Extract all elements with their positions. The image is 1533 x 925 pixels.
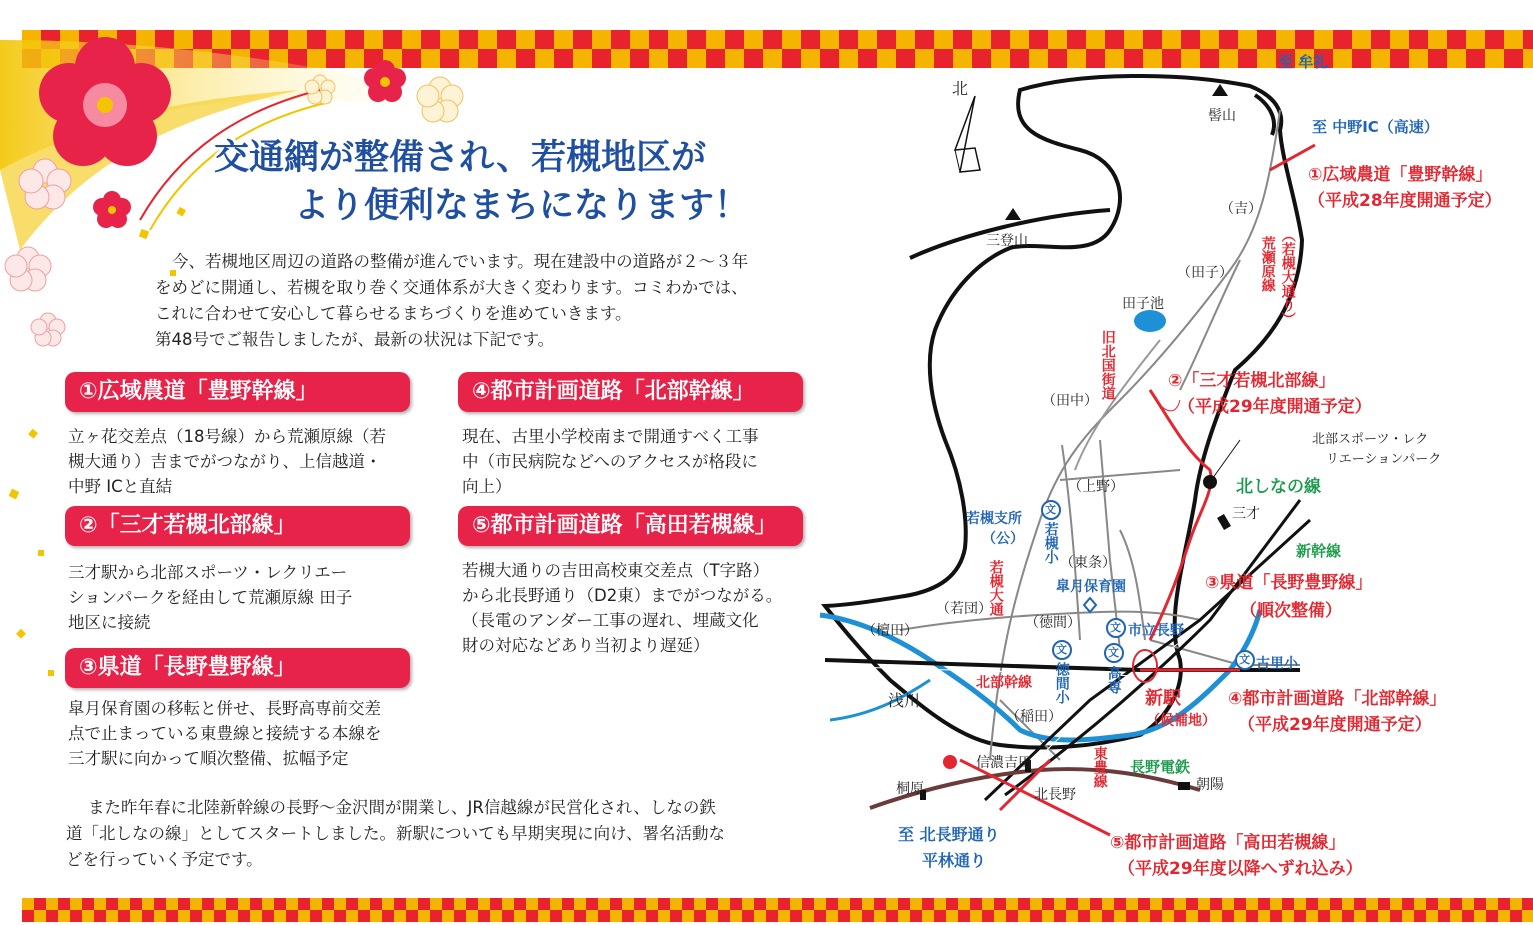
footer-line-1: また昨年春に北陸新幹線の長野～金沢間が開業し、JR信越線が民営化され、しなの鉄 — [88, 798, 716, 817]
desc-line: 現在、古里小学校南まで開通すべく工事 — [462, 427, 759, 446]
inada-label: （稲田） — [1006, 709, 1062, 725]
project-2-route — [1150, 390, 1211, 640]
furusato-label: 古里小 — [1256, 656, 1298, 672]
mountain-icon — [1005, 208, 1021, 220]
desc-line: 三才駅に向かって順次整備、拡幅予定 — [68, 749, 349, 768]
map-project-1-status: （平成28年度開通予定） — [1308, 191, 1502, 211]
sports-park-label: 北部スポーツ・レク — [1312, 432, 1429, 447]
project-1-heading: ①広域農道「豊野幹線」 — [65, 372, 410, 412]
footer-line-2: 道「北しなの線」としてスタートしました。新駅についても早期実現に向け、署名活動な — [66, 824, 726, 843]
map-project-5-label: ⑤都市計画道路「高田若槻線」 — [1110, 833, 1346, 853]
to-mure-label: 至 牟礼 — [1278, 53, 1329, 71]
project-3-heading: ③県道「長野豊野線」 — [65, 648, 410, 688]
higashijo-label: （東条） — [1060, 555, 1116, 571]
wakatsuki-dan-label: （若団） — [936, 601, 992, 617]
desc-line: 地区に接続 — [68, 613, 151, 632]
to-nakano-label: 至 中野IC（高速） — [1312, 118, 1439, 136]
to-kitanagano-label: 至 北長野通り — [898, 825, 1000, 844]
desc-line: （長電のアンダー工事の遅れ、埋蔵文化 — [462, 611, 759, 630]
ueno-label: （上野） — [1068, 479, 1124, 495]
asakawa-label: 浅川 — [888, 691, 921, 710]
sansai-label: 三才 — [1232, 506, 1260, 522]
school-icon: 文 — [1110, 621, 1121, 634]
desc-line: 若槻大通りの吉田高校東交差点（T字路） — [462, 561, 770, 580]
intro-line-2: をめどに開通し、若槻を取り巻く交通体系が大きく変わります。コミわかでは、 — [155, 278, 748, 297]
branch-label-2: （公） — [982, 531, 1024, 547]
project-2-heading: ②「三才若槻北部線」 — [65, 506, 410, 546]
nagano-dentetsu-label: 長野電鉄 — [1130, 758, 1191, 776]
map-project-4-status: （平成29年度開通予定） — [1238, 715, 1432, 735]
desc-line: から北長野通り（D2東）までがつながる。 — [462, 586, 783, 605]
shineki-candidate-label: （候補地） — [1146, 713, 1216, 729]
desc-line: 財の対応などあり当初より遅延） — [462, 636, 710, 655]
arasehara-label: 荒瀬原線 — [1259, 236, 1276, 292]
tokuma-school-label: 徳間小 — [1053, 662, 1070, 704]
map-project-5-status: （平成29年度以降へずれ込み） — [1118, 859, 1363, 879]
school-icon: 文 — [1056, 643, 1067, 656]
intro-line-4: 第48号でご報告しましたが、最新の状況は下記です。 — [155, 330, 555, 349]
map-project-2-label: ②「三才若槻北部線」 — [1168, 371, 1336, 391]
desc-line: 点で止まっている東豊線と接続する本線を — [68, 724, 382, 743]
desc-line: ションパークを経由して荒瀬原線 田子 — [68, 588, 353, 607]
asahi-label: 朝陽 — [1196, 777, 1224, 793]
mountain-icon — [1212, 84, 1228, 96]
tagoike-pond — [1134, 310, 1166, 332]
map-project-1-label: ①広域農道「豊野幹線」 — [1308, 165, 1493, 185]
kitanagano-label: 北長野 — [1034, 787, 1076, 803]
current-location-marker — [943, 755, 957, 769]
project-4-heading: ④都市計画道路「北部幹線」 — [458, 372, 803, 412]
intro-line-3: これに合わせて安心して暮らせるまちづくりを進めていきます。 — [155, 304, 632, 323]
map-project-3-label: ③県道「長野豊野線」 — [1205, 573, 1373, 593]
hirabayashi-label: 平林通り — [922, 851, 987, 870]
desc-line: 皐月保育園の移転と併せ、長野高専前交差 — [68, 699, 382, 718]
desc-line: 中野 ICと直結 — [68, 477, 173, 496]
santoyama-label: 三登山 — [986, 233, 1028, 249]
kirihara-label: 桐原 — [896, 781, 924, 797]
desc-line: 立ヶ花交差点（18号線）から荒瀬原線（若 — [68, 427, 386, 446]
map-project-2-status: （平成29年度開通予定） — [1178, 397, 1372, 417]
tago-label: （田子） — [1177, 265, 1233, 281]
yoshi-label: （吉） — [1220, 201, 1262, 217]
school-icon: 文 — [1108, 646, 1119, 659]
wakatsuki-odori-label: 若槻大通 — [987, 560, 1004, 616]
title-line-2: より便利なまちになります！ — [294, 186, 750, 226]
intro-line-1: 今、若槻地区周辺の道路の整備が進んでいます。現在建設中の道路が２～３年 — [172, 252, 749, 271]
desc-line: 中（市民病院などへのアクセスが格段に — [462, 452, 758, 471]
hokubu-kansen-label: 北部幹線 — [976, 675, 1032, 691]
shinano-yoshida-label: 信濃吉田 — [976, 755, 1032, 771]
shineki-label: 新駅 — [1145, 688, 1181, 709]
map-project-4-label: ④都市計画道路「北部幹線」 — [1228, 689, 1447, 709]
school-icon: 文 — [1045, 503, 1056, 516]
desc-line: 槻大通り）吉までがつながり、上信越道・ — [68, 452, 382, 471]
school-icon: 文 — [1239, 653, 1250, 666]
north-label: 北 — [952, 79, 969, 98]
north-arrow-icon — [955, 96, 980, 172]
footer-line-3: どを行っていく予定です。 — [66, 850, 263, 869]
tagoike-label: 田子池 — [1122, 296, 1164, 312]
sports-park-label-2: リエーションパーク — [1326, 452, 1442, 467]
map-project-3-status: （順次整備） — [1240, 601, 1342, 621]
kyuhokkoku-label: 旧北国街道 — [1099, 330, 1116, 400]
shinkansen-label: 新幹線 — [1296, 542, 1342, 560]
tanaka-label: （田中） — [1042, 393, 1098, 409]
tokuma-area-label: （徳間） — [1025, 615, 1081, 631]
kamiyama-label: 髻山 — [1208, 108, 1236, 124]
hiyoshi-label: （檀田） — [862, 623, 918, 639]
shiritsu-label: 市立長野 — [1128, 623, 1184, 639]
kosen-label: 高専 — [1105, 666, 1122, 694]
branch-label: 若槻支所 — [966, 511, 1022, 527]
project-5-heading: ⑤都市計画道路「高田若槻線」 — [458, 506, 803, 546]
toyo-label: 東豊線 — [1091, 746, 1108, 788]
desc-line: 三才駅から北部スポーツ・レクリエー — [68, 563, 348, 582]
desc-line: 向上） — [462, 477, 512, 496]
arase-paren-label: （若槻大通り） — [1279, 228, 1296, 326]
title-line-1: 交通網が整備され、若槻地区が — [214, 138, 707, 178]
kitashinano-label: 北しなの線 — [1236, 477, 1321, 497]
school-wakatsuki-label: 若槻小 — [1042, 522, 1059, 564]
satsuki-label: 皐月保育園 — [1056, 579, 1126, 595]
